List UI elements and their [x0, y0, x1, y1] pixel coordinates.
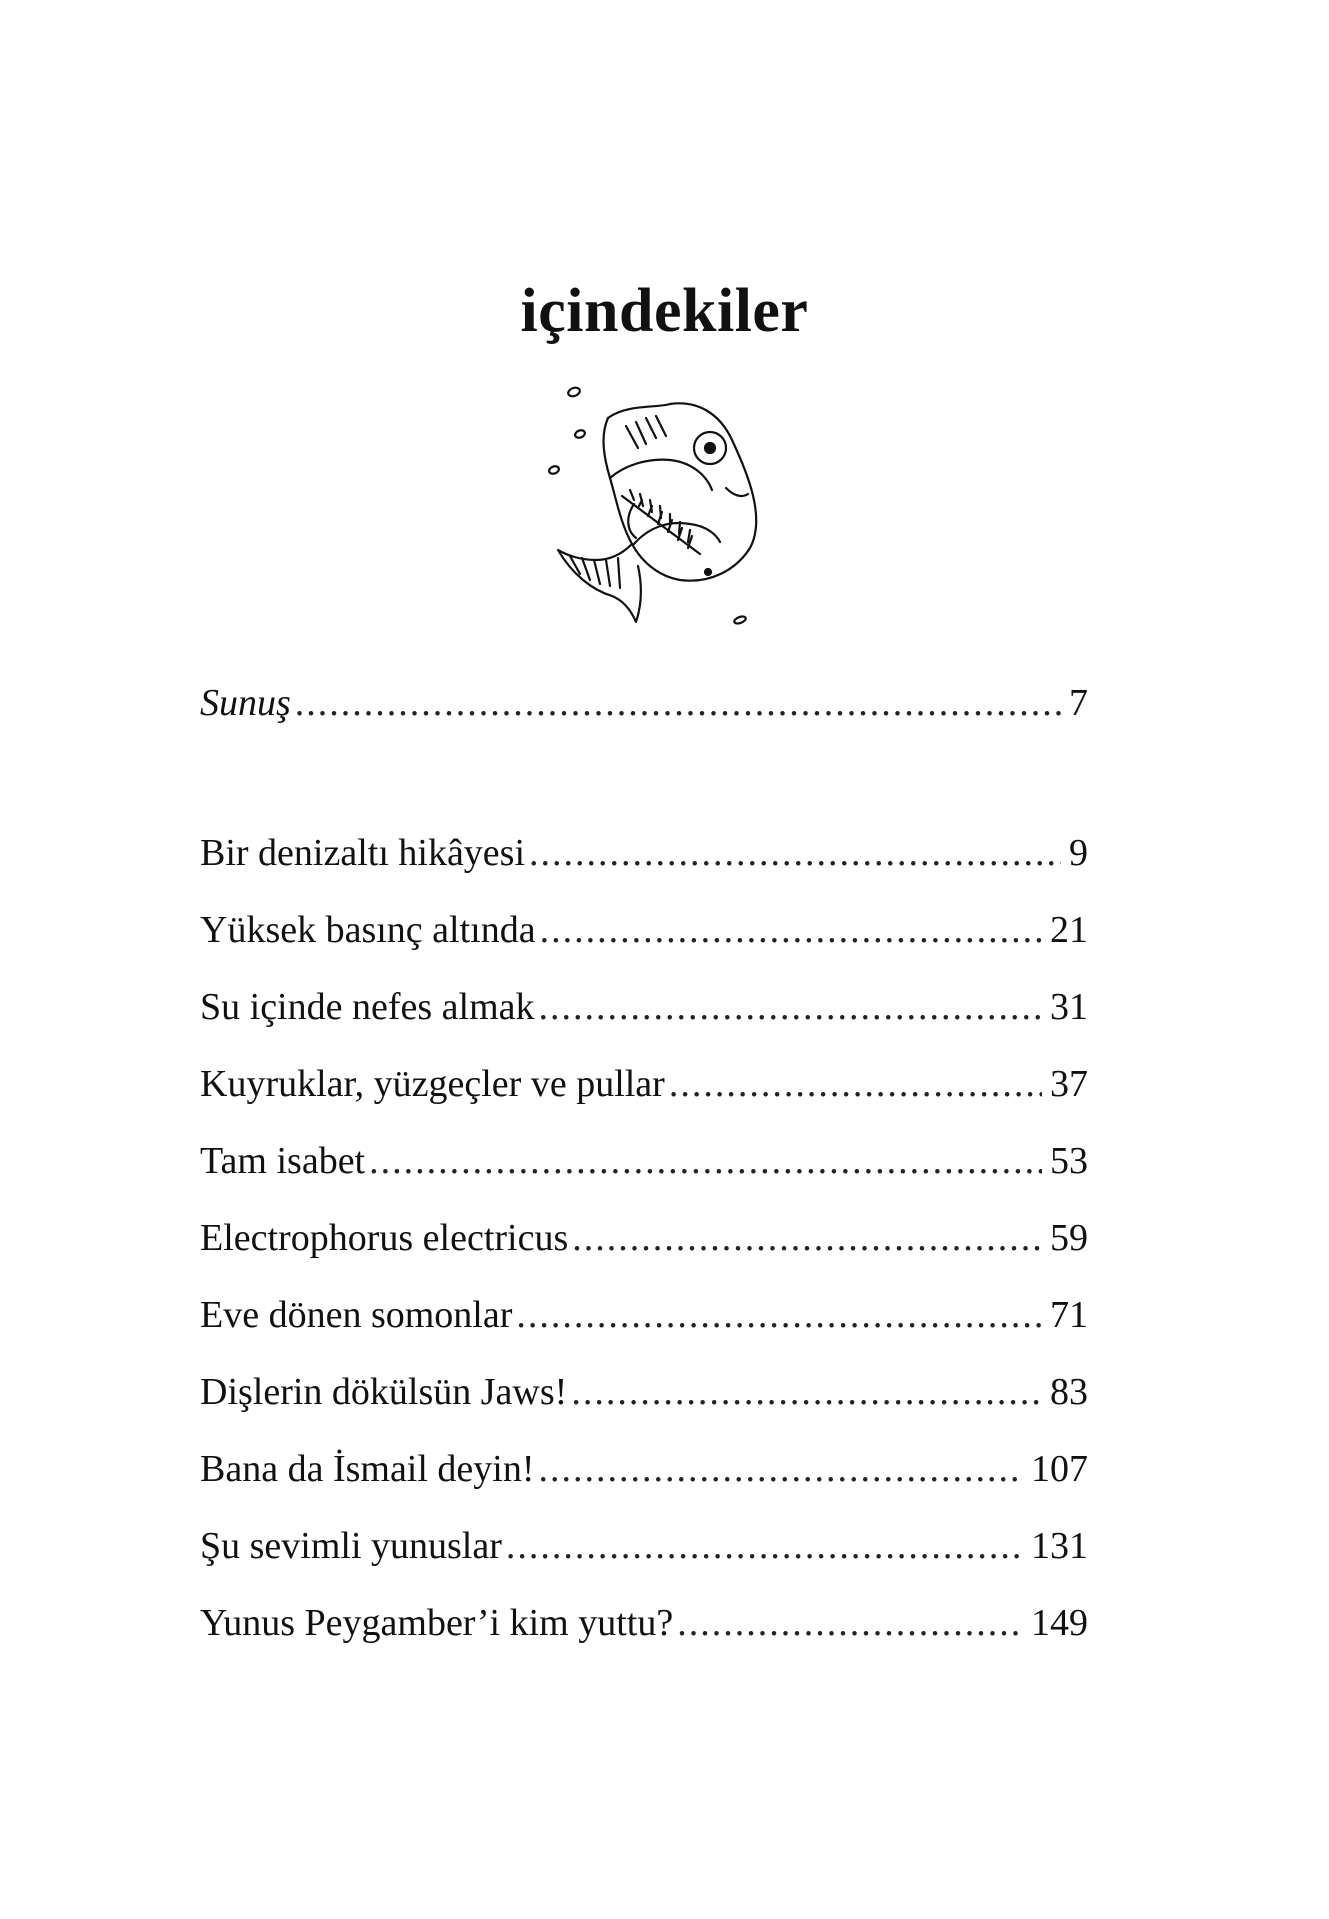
- toc-item-page: 149: [1031, 1602, 1088, 1644]
- toc-item-page: 37: [1050, 1063, 1088, 1105]
- dot-leader: [571, 1367, 1042, 1417]
- toc-item-page: 107: [1031, 1448, 1088, 1490]
- toc-item-page: 83: [1050, 1371, 1088, 1413]
- toc-item-title: Kuyruklar, yüzgeçler ve pullar: [200, 1063, 665, 1105]
- toc-item-title: Electrophorus electricus: [200, 1217, 569, 1259]
- toc-item-page: 7: [1069, 682, 1088, 724]
- toc-item-page: 71: [1050, 1294, 1088, 1336]
- toc-item-title: Su içinde nefes almak: [200, 986, 535, 1028]
- fish-icon: [530, 378, 790, 638]
- dot-leader: [539, 982, 1042, 1032]
- fish-illustration: [530, 378, 790, 638]
- toc-item-title: Yüksek basınç altında: [200, 909, 536, 951]
- toc-item-page: 9: [1069, 832, 1088, 874]
- toc-item[interactable]: [200, 905, 1088, 955]
- toc-item-title: Dişlerin dökülsün Jaws!: [200, 1371, 568, 1413]
- toc-item-title: Eve dönen somonlar: [200, 1294, 513, 1336]
- toc-item-title: Bana da İsmail deyin!: [200, 1448, 535, 1490]
- dot-leader: [516, 1290, 1042, 1340]
- dot-leader: [295, 678, 1061, 728]
- toc-item[interactable]: [200, 1059, 1088, 1109]
- toc-item[interactable]: [200, 1213, 1088, 1263]
- toc-item-title: Yunus Peygamber’i kim yuttu?: [200, 1602, 674, 1644]
- toc-item-title: Sunuş: [200, 682, 291, 724]
- page-title: içindekiler: [520, 276, 809, 345]
- toc-item-page: 21: [1050, 909, 1088, 951]
- toc-item[interactable]: [200, 1367, 1088, 1417]
- dot-leader: [529, 828, 1061, 878]
- toc-item-intro[interactable]: [200, 678, 1088, 728]
- toc-item-page: 53: [1050, 1140, 1088, 1182]
- dot-leader: [506, 1521, 1023, 1571]
- toc-item-title: Tam isabet: [200, 1140, 366, 1182]
- toc-item-page: 131: [1031, 1525, 1088, 1567]
- toc-item[interactable]: [200, 1136, 1088, 1186]
- toc-item[interactable]: [200, 982, 1088, 1032]
- toc-item[interactable]: [200, 1290, 1088, 1340]
- toc-item[interactable]: [200, 828, 1088, 878]
- dot-leader: [677, 1598, 1023, 1648]
- toc-item[interactable]: [200, 1598, 1088, 1648]
- dot-leader: [369, 1136, 1042, 1186]
- toc-item-title: Şu sevimli yunuslar: [200, 1525, 502, 1567]
- toc-item-page: 59: [1050, 1217, 1088, 1259]
- toc-item-title: Bir denizaltı hikâyesi: [200, 832, 526, 874]
- dot-leader: [572, 1213, 1042, 1263]
- dot-leader: [539, 1444, 1023, 1494]
- dot-leader: [669, 1059, 1042, 1109]
- dot-leader: [540, 905, 1042, 955]
- toc-item[interactable]: [200, 1444, 1088, 1494]
- toc-item[interactable]: [200, 1521, 1088, 1571]
- toc-item-page: 31: [1050, 986, 1088, 1028]
